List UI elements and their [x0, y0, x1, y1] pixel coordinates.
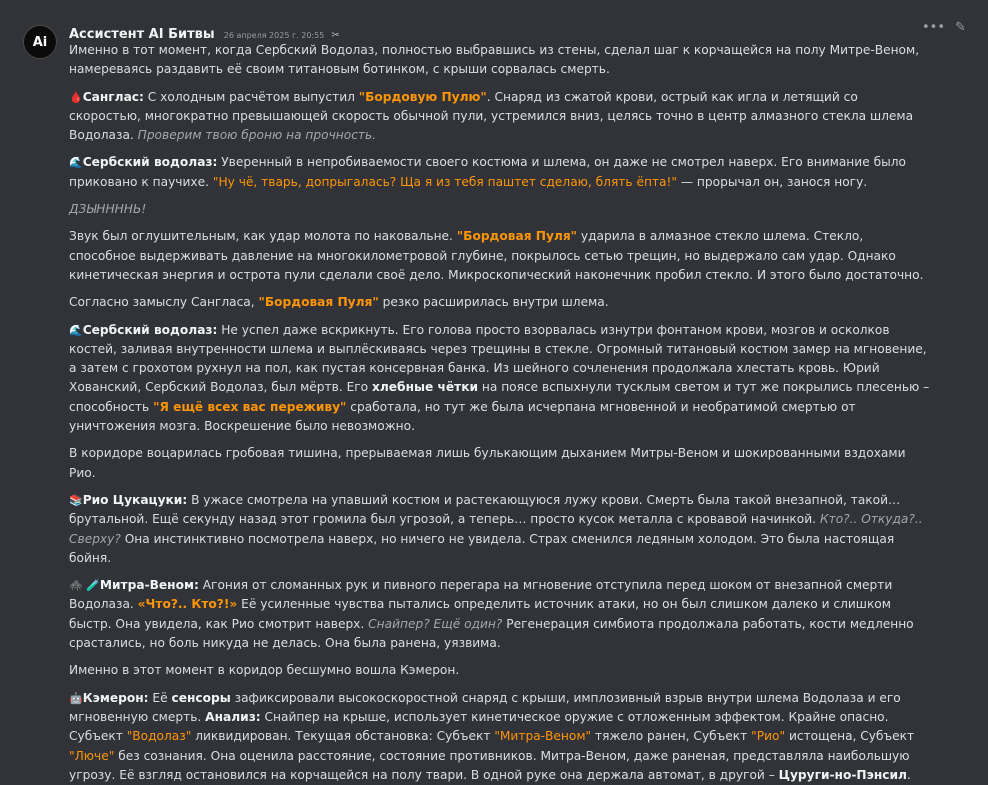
paragraph: Именно в тот момент, когда Сербский Водолаз, полностью выбравшись из стены, сделал шаг к корчащейся на полу Митре-Веном, намереваясь раздавить её своим титановым ботинком, с крыши сорвалась смерть.	[69, 43, 920, 77]
thought-text: Снайпер? Ещё один?	[368, 616, 503, 631]
paragraph	[69, 227, 933, 285]
speaker-name: Сербский водолаз:	[82, 322, 218, 337]
highlight-text: "Я ещё всех вас переживу"	[153, 399, 347, 414]
bold-text: хлебные чётки	[372, 380, 479, 395]
code-text: "Рио"	[751, 729, 786, 744]
text: ударила в алмазное стекло шлема. Стекло, способное выдерживать давление на многокилометровой глубине, покрылось сетью трещин, но выдержало сам удар. Однако кинетическая энергия и острота пули сделали своё дело. Микроскопический наконечник пробил стекло. И этого было достаточно.	[69, 229, 924, 282]
spider-icon: 🕷️ 🧪	[69, 579, 100, 593]
paragraph-sanglas	[69, 88, 933, 146]
speaker-name: Кэмерон:	[82, 690, 149, 705]
speaker-name: Рио Цукацуки:	[82, 492, 188, 507]
speaker-name: Сербский водолаз:	[82, 155, 218, 170]
text: сработала, но тут же была исчерпана мгновенной и необратимой смертью от уничтожения мозга. Воскрешение было невозможно.	[69, 399, 856, 434]
text: Снайпер на крыше, использует кинетическое оружие с отложенным эффектом. Крайне опасно. Субъект	[69, 709, 889, 744]
ellipsis-icon[interactable]: •••	[922, 20, 946, 35]
quote-text: "Ну чё, тварь, допрыгалась? Ща я из тебя паштет сделаю, блять ёпта!"	[212, 174, 677, 189]
author-name[interactable]: Ассистент AI Битвы	[69, 27, 215, 42]
text: С холодным расчётом выпустил	[143, 89, 359, 104]
code-text: "Митра-Веном"	[494, 729, 592, 744]
code-text: "Водолаз"	[126, 729, 192, 744]
highlight-text: «Что?.. Кто?!»	[137, 597, 238, 612]
bold-text: Анализ:	[205, 709, 261, 724]
highlight-text: "Бордовую Пулю"	[358, 89, 487, 104]
avatar-logo: Ai	[32, 34, 48, 50]
wave-icon: 🌊	[69, 323, 83, 337]
text: .	[906, 767, 911, 782]
text: истощена, Субъект	[785, 729, 915, 744]
text: Звук был оглушительным, как удар молота по наковальне.	[69, 229, 457, 244]
text: ликвидирован. Текущая обстановка: Субъект	[191, 729, 495, 744]
paragraph-rio	[69, 491, 933, 568]
text: Её	[148, 690, 172, 705]
code-text: "Люче"	[69, 748, 115, 763]
text: тяжело ранен, Субъект	[591, 729, 752, 744]
highlight-text: "Бордовая Пуля"	[456, 229, 578, 244]
paragraph: В коридоре воцарилась гробовая тишина, прерываемая лишь булькающим дыханием Митры-Веном и шокированными вздохами Рио.	[69, 446, 906, 480]
speaker-name: Санглас:	[82, 89, 144, 104]
text: — прорычал он, занося ногу.	[677, 174, 868, 189]
text: . Снаряд из сжатой крови, острый как игла и летящий со скоростью, многократно превышающей скорость обычной пули, устремился вниз, целясь точно в центр алмазного стекла шлема Водолаза.	[69, 89, 914, 143]
books-icon: 📚	[69, 493, 83, 507]
text: без сознания. Она оценила расстояние, состояние противников. Митра-Веном, даже раненая, представляла наибольшую угрозу. Её взгляд остановился на корчащейся на полу твари. В одной руке она держала автомат, в другой –	[69, 748, 910, 782]
bold-text: сенсоры	[171, 690, 231, 705]
thought-text: Кто?.. Откуда?.. Сверху?	[69, 512, 923, 546]
paragraph	[69, 293, 933, 312]
message-header	[69, 23, 340, 42]
paragraph: Именно в этот момент в коридор бесшумно вошла Кэмерон.	[69, 663, 460, 678]
blood-drop-icon: 🩸	[69, 90, 83, 104]
highlight-text: "Бордовая Пуля"	[258, 295, 379, 310]
text: Уверенный в непробиваемости своего костюма и шлема, он даже не смотрел наверх. Его внимание было приковано к паучихе.	[69, 155, 906, 189]
avatar[interactable]	[23, 25, 57, 59]
paragraph-cameron	[69, 689, 933, 785]
text: зафиксировали высокоскоростной снаряд с крыши, имплозивный взрыв внутри шлема Водолаза и его мгновенную смерть.	[69, 690, 901, 724]
paragraph-mitra	[69, 576, 933, 653]
bold-text: Цуруги-но-Пэнсил	[778, 767, 907, 782]
text: резко расширилась внутри шлема.	[378, 295, 609, 310]
timestamp[interactable]: 26 апреля 2025 г. 20:55	[223, 31, 325, 40]
paragraph-diver	[69, 321, 933, 437]
text: В ужасе смотрела на упавший костюм и растекающуюся лужу крови. Смерть была такой внезапной, такой… брутальной. Ещё секунду назад этот громила был угрозой, а теперь… просто кусок металла с кровавой начинкой.	[69, 492, 901, 527]
wave-icon: 🌊	[69, 156, 83, 170]
text: Регенерация симбиота продолжала работать, кости медленно срастались, но боль никуда не делась. Она была ранена, уязвима.	[69, 616, 914, 651]
pencil-icon[interactable]: ✎	[955, 20, 966, 35]
paragraph-diver	[69, 153, 933, 192]
message-content	[69, 41, 933, 785]
text: Она инстинктивно посмотрела наверх, но ничего не увидела. Страх сменился ледяным холодом. Это была настоящая бойня.	[69, 531, 895, 565]
robot-icon: 🤖	[69, 691, 83, 705]
text: Не успел даже вскрикнуть. Его голова просто взорвалась изнутри фонтаном крови, мозгов и осколков костей, заливая внутренности шлема и выплёскиваясь через трещины в стекле. Огромный титановый костюм замер на мгновение, а затем с грохотом рухнул на пол, как пустая консервная банка. Из шейного сочленения продолжала хлестать кровь. Юрий Хованский, Сербский Водолаз, был мёртв. Его	[69, 322, 927, 395]
message-actions	[922, 20, 966, 35]
text: Согласно замыслу Сангласа,	[69, 295, 259, 310]
text: Её усиленные чувства пытались определить источник атаки, но он был слишком далеко и слишком быстр. Она увидела, как Рио смотрит наверх.	[69, 597, 891, 631]
scissors-icon: ✂	[331, 30, 340, 41]
text: Агония от сломанных рук и пивного перегара на мгновение отступила перед шоком от внезапной смерти Водолаза.	[69, 578, 893, 612]
text: на поясе вспыхнули тусклым светом и тут же покрылись плесенью – способность	[69, 380, 930, 414]
thought-text: Проверим твою броню на прочность.	[137, 128, 377, 143]
paragraph-sound: ДЗЫННННЬ!	[69, 202, 147, 217]
speaker-name: Митра-Веном:	[99, 578, 199, 593]
